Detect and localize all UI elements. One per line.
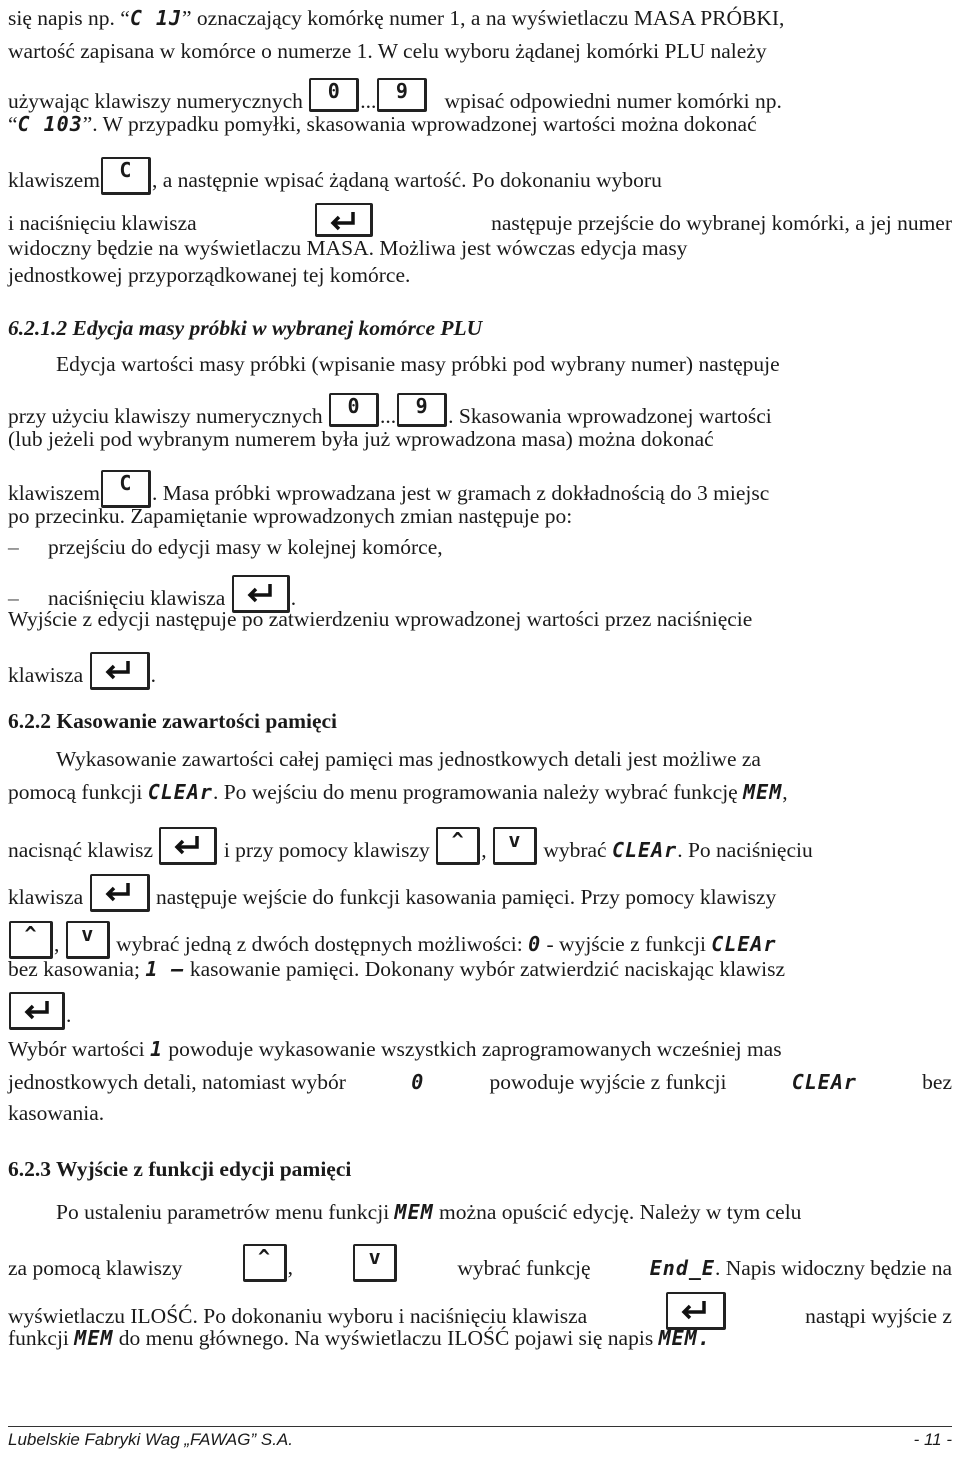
lcd-text: MEM [658,1326,698,1350]
section-heading: 6.2.2 Kasowanie zawartości pamięci [8,709,338,733]
lcd-text: 0 [411,1070,425,1094]
key-down: v [353,1244,397,1282]
text-line: klawisza . [8,652,952,690]
lcd-text: 1 [150,1037,164,1061]
key-up: ^ [243,1244,287,1282]
lcd-text: CLEAr [611,838,678,862]
key-9: 9 [377,78,427,112]
text-line: klawiszem C , a następnie wpisać żądaną wartość. Po dokonaniu wyboru [8,157,952,195]
text-line: “C 103”. W przypadku pomyłki, skasowania wprowadzonej wartości można dokonać [8,112,757,136]
enter-key-icon [90,874,150,912]
lcd-text: CLEAr [791,1070,857,1094]
list-item: – naciśnięciu klawisza . [8,575,952,613]
text-line: po przecinku. Zapamiętanie wprowadzonych zmian następuje po: [8,504,573,528]
key-0: 0 [329,393,379,427]
text-line: Edycja wartości masy próbki (wpisanie masy próbki pod wybrany numer) następuje [56,352,780,376]
text-line: Wyjście z edycji następuje po zatwierdzeniu wprowadzonej wartości przez naciśnięcie [8,607,753,631]
key-down: v [66,921,110,959]
text-line: używając klawiszy numerycznych 0 ... 9 wpisać odpowiedni numer komórki np. [8,79,782,113]
text-line: Wykasowanie zawartości całej pamięci mas jednostkowych detali jest możliwe za [56,747,761,771]
enter-key-icon [90,652,150,690]
lcd-text: MEM [74,1326,114,1350]
text-line: . [8,992,952,1030]
lcd-text: C 1J [129,6,182,30]
list-item: – przejściu do edycji masy w kolejnej komórce, [8,535,443,559]
text-line: jednostkowej przyporządkowanej tej komórce. [8,263,411,287]
text-line: widoczny będzie na wyświetlaczu MASA. Możliwa jest wówczas edycja masy [8,236,688,260]
lcd-text: CLEAr [711,932,777,956]
lcd-text: CLEAr [147,780,213,804]
text-line: pomocą funkcji CLEAr. Po wejściu do menu programowania należy wybrać funkcję MEM, [8,780,788,804]
page-number: - 11 - [913,1430,952,1449]
text-line: wartość zapisana w komórce o numerze 1. W celu wyboru żądanej komórki PLU należy [8,39,767,63]
text-line: jednostkowych detali, natomiast wybór 0 powoduje wyjście z funkcji CLEAr bez [8,1070,952,1094]
key-clear: C [101,157,151,195]
page-footer [8,1430,952,1450]
text-line: przy użyciu klawiszy numerycznych 0 ... 9 . Skasowania wprowadzonej wartości [8,394,772,428]
footer-company: Lubelskie Fabryki Wag „FAWAG” S.A. [8,1430,293,1449]
key-up: ^ [436,827,480,865]
text-line: klawisza następuje wejście do funkcji kasowania pamięci. Przy pomocy klawiszy [8,874,952,912]
key-clear: C [101,470,151,508]
text-line: się napis np. “C 1J” oznaczający komórkę numer 1, a na wyświetlaczu MASA PRÓBKI, [8,6,785,30]
text-line: wyświetlaczu ILOŚĆ. Po dokonaniu wyboru i naciśnięciu klawisza nastąpi wyjście z [8,1292,952,1330]
text-line: za pomocą klawiszy ^ , v wybrać funkcję End_E. Napis widoczny będzie na [8,1245,952,1280]
text-line: funkcji MEM do menu głównego. Na wyświetlaczu ILOŚĆ pojawi się napis MEM. [8,1326,711,1350]
lcd-text: MEM [394,1200,434,1224]
text-line: bez kasowania; 1 – kasowanie pamięci. Dokonany wybór zatwierdzić naciskając klawisz [8,957,786,981]
key-0: 0 [309,78,359,112]
text-line: ^ , v wybrać jedną z dwóch dostępnych możliwości: 0 - wyjście z funkcji CLEAr [8,921,952,959]
text-line: nacisnąć klawisz i przy pomocy klawiszy ^ , v wybrać CLEAr. Po naciśnięciu [8,827,952,865]
text-line: kasowania. [8,1101,105,1125]
lcd-text: 0 [528,932,542,956]
text-line: (lub jeżeli pod wybranym numerem była już wprowadzona masa) można dokonać [8,427,714,451]
text-line: Wybór wartości 1 powoduje wykasowanie wszystkich zaprogramowanych wcześniej mas [8,1037,782,1061]
enter-key-icon [9,992,65,1030]
lcd-text: End_E [649,1256,715,1280]
enter-key-icon [159,827,217,865]
lcd-text: MEM [743,780,783,804]
enter-key-icon [315,203,373,237]
key-down: v [493,827,537,865]
text-line: i naciśnięciu klawisza następuje przejście do wybranej komórki, a jej numer [8,203,952,237]
section-heading: 6.2.1.2 Edycja masy próbki w wybranej komórce PLU [8,316,483,340]
section-heading: 6.2.3 Wyjście z funkcji edycji pamięci [8,1157,352,1181]
text-line: klawiszem C . Masa próbki wprowadzana jest w gramach z dokładnością do 3 miejsc [8,470,952,508]
lcd-text: C 103 [17,112,83,136]
text-line: Po ustaleniu parametrów menu funkcji MEM można opuścić edycję. Należy w tym celu [56,1200,802,1224]
key-9: 9 [397,393,447,427]
footer-rule [8,1426,952,1427]
lcd-text: 1 – [145,957,185,981]
key-up: ^ [9,921,53,959]
